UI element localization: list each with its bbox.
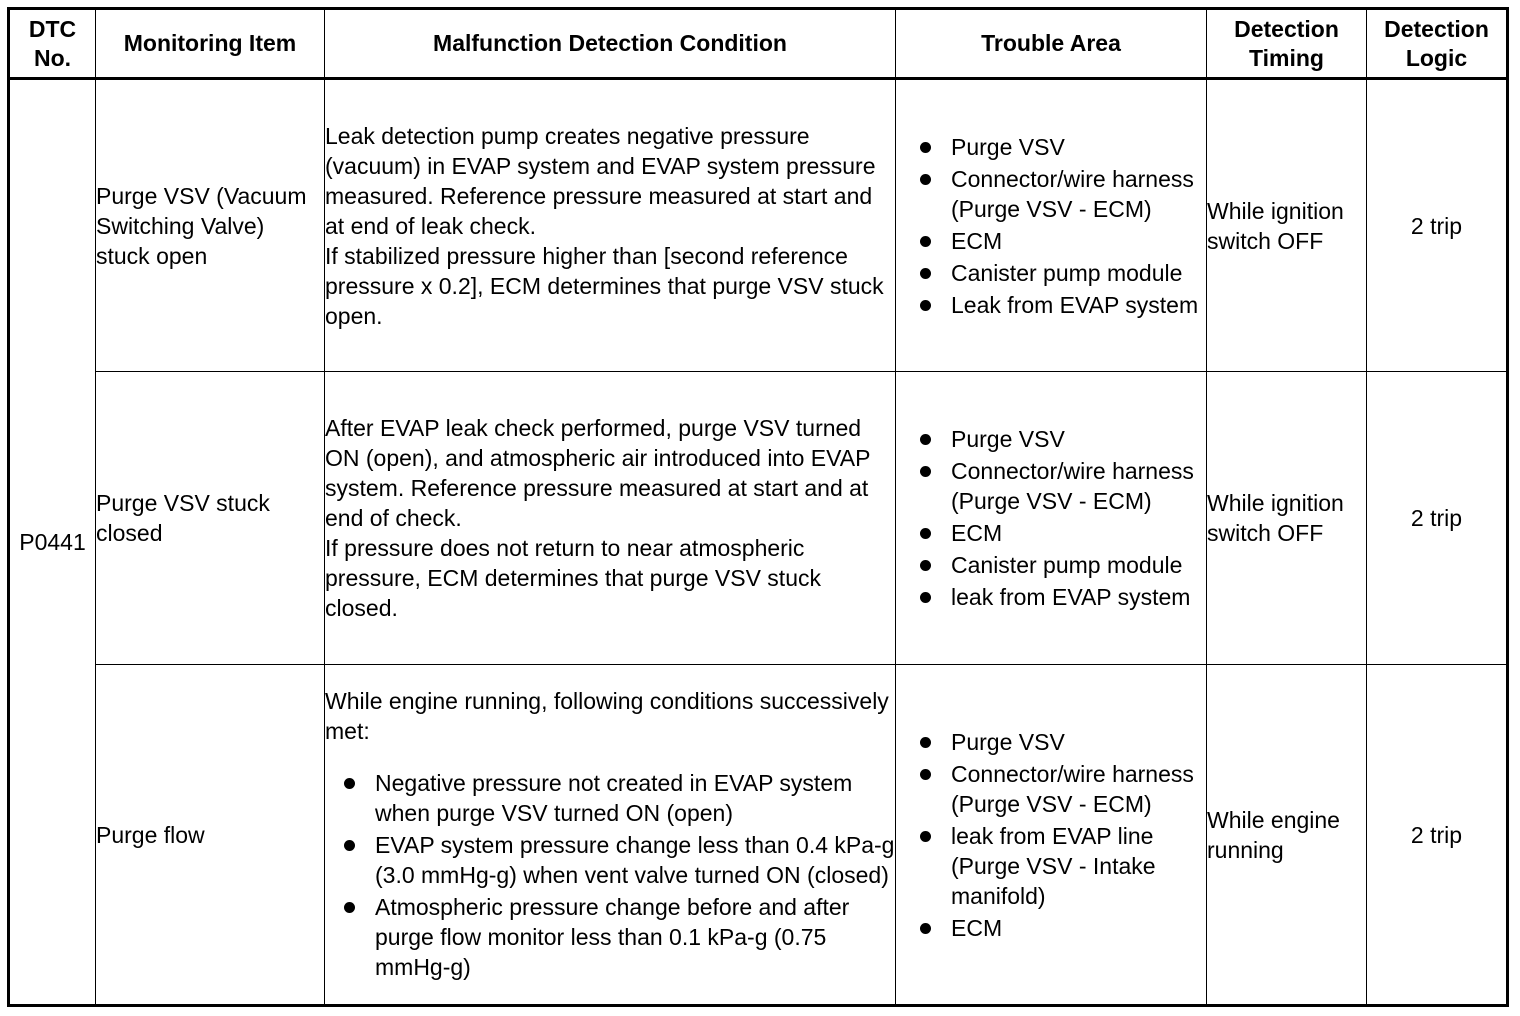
list-item: ECM: [896, 518, 1206, 548]
header-detection-logic: Detection Logic: [1367, 9, 1508, 79]
table-row: [9, 665, 1508, 1006]
detection-timing: While ignition switch OFF: [1207, 372, 1367, 665]
list-item: Connector/wire harness (Purge VSV - ECM): [896, 456, 1206, 516]
table-row: [9, 372, 1508, 665]
monitoring-item: Purge VSV stuck closed: [96, 372, 325, 665]
list-item: EVAP system pressure change less than 0.4 kPa-g (3.0 mmHg-g) when vent valve turned ON (closed): [325, 830, 895, 890]
detection-condition: [325, 665, 896, 1006]
list-item: leak from EVAP line (Purge VSV - Intake manifold): [896, 821, 1206, 911]
dtc-code: P0441: [9, 79, 96, 1006]
monitoring-item: Purge flow: [96, 665, 325, 1006]
header-detection-timing: Detection Timing: [1207, 9, 1367, 79]
list-item: Connector/wire harness (Purge VSV - ECM): [896, 759, 1206, 819]
list-item: Atmospheric pressure change before and after purge flow monitor less than 0.1 kPa-g (0.75 mmHg-g): [325, 892, 895, 982]
list-item: Negative pressure not created in EVAP system when purge VSV turned ON (open): [325, 768, 895, 828]
condition-list: [325, 768, 895, 982]
detection-condition: [325, 79, 896, 372]
trouble-area: [896, 665, 1207, 1006]
detection-logic: 2 trip: [1367, 665, 1508, 1006]
header-monitoring-item: Monitoring Item: [96, 9, 325, 79]
detection-logic: 2 trip: [1367, 79, 1508, 372]
list-item: Purge VSV: [896, 132, 1206, 162]
trouble-area-list: [896, 132, 1206, 320]
header-dtc-no: DTC No.: [9, 9, 96, 79]
list-item: Leak from EVAP system: [896, 290, 1206, 320]
header-malfunction-condition: Malfunction Detection Condition: [325, 9, 896, 79]
trouble-area-list: [896, 424, 1206, 612]
dtc-table: [7, 7, 1509, 1007]
trouble-area: [896, 372, 1207, 665]
trouble-area-list: [896, 727, 1206, 943]
list-item: Connector/wire harness (Purge VSV - ECM): [896, 164, 1206, 224]
list-item: ECM: [896, 226, 1206, 256]
condition-text: After EVAP leak check performed, purge VSV turned ON (open), and atmospheric air introduced into EVAP system. Reference pressure measured at start and at end of check. If pressure does not return to near atmospheric pressure, ECM determines that purge VSV stuck closed.: [325, 415, 871, 621]
header-row: [9, 9, 1508, 79]
table-row: [9, 79, 1508, 372]
list-item: Purge VSV: [896, 727, 1206, 757]
detection-logic: 2 trip: [1367, 372, 1508, 665]
detection-timing: While engine running: [1207, 665, 1367, 1006]
detection-timing: While ignition switch OFF: [1207, 79, 1367, 372]
header-trouble-area: Trouble Area: [896, 9, 1207, 79]
list-item: leak from EVAP system: [896, 582, 1206, 612]
list-item: ECM: [896, 913, 1206, 943]
list-item: Purge VSV: [896, 424, 1206, 454]
condition-text: Leak detection pump creates negative pressure (vacuum) in EVAP system and EVAP system pressure measured. Reference pressure measured at start and at end of leak check. If stabilized pressure higher than [second reference pressure x 0.2], ECM determines that purge VSV stuck open.: [325, 122, 884, 329]
trouble-area: [896, 79, 1207, 372]
condition-intro: While engine running, following conditions successively met:: [325, 687, 889, 744]
list-item: Canister pump module: [896, 550, 1206, 580]
list-item: Canister pump module: [896, 258, 1206, 288]
monitoring-item: Purge VSV (Vacuum Switching Valve) stuck open: [96, 79, 325, 372]
detection-condition: [325, 372, 896, 665]
